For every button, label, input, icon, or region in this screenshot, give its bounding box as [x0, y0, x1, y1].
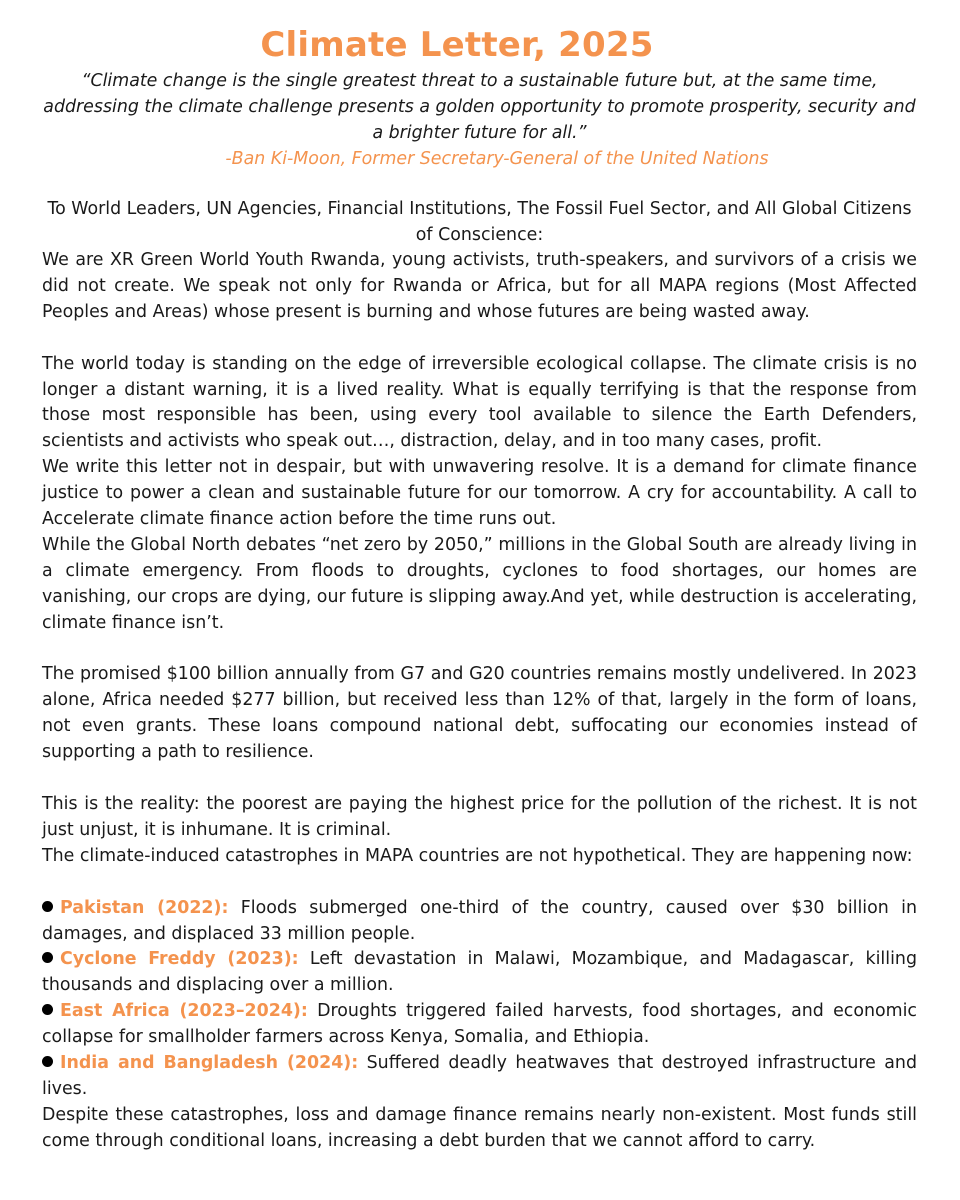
bullet-dot-icon: [42, 1056, 53, 1067]
opening-quote: “Climate change is the single greatest threat to a sustainable future but, at the same time, addressing the climate challenge presents a golden opportunity to promote prosperity, security and a brighter future for all.”: [43, 71, 916, 143]
salutation: To World Leaders, UN Agencies, Financial Institutions, The Fossil Fuel Sector, and All Global Citizens of Conscience:: [47, 199, 912, 245]
paragraph-collapse: The world today is standing on the edge of irreversible ecological collapse. The climate crisis is no longer a distant warning, it is a lived reality. What is equally terrifying is that the response from those most responsible has been, using every tool available to silence the Earth Defenders, scientists and activists who speak out…, distraction, delay, and in too many cases, profit.: [42, 353, 917, 452]
bullet-item: [42, 1051, 917, 1103]
bullet-item: [42, 947, 917, 999]
paragraph-resolve: We write this letter not in despair, but with unwavering resolve. It is a demand for climate finance justice to power a clean and sustainable future for our tomorrow. A cry for accountability. A call to Accelerate climate finance action before the time runs out.: [42, 457, 917, 530]
paragraph-closing: Despite these catastrophes, loss and damage finance remains nearly non-existent. Most funds still come through conditional loans, increasing a debt burden that we cannot afford to carry.: [42, 1104, 917, 1151]
bullet-heading: Pakistan (2022):: [60, 897, 229, 918]
bullet-text: Left devastation in Malawi, Mozambique, and Madagascar, killing thousands and displacing over a million.: [42, 949, 917, 996]
letter-title: Climate Letter, 2025: [260, 25, 654, 65]
bullet-text: Floods submerged one-third of the country, caused over $30 billion in damages, and displaced 33 million people.: [42, 897, 917, 944]
bullet-dot-icon: [42, 901, 53, 912]
paragraph-global-north: While the Global North debates “net zero by 2050,” millions in the Global South are already living in a climate emergency. From floods to droughts, cyclones to food shortages, our homes are vanishing, our crops are dying, our future is slipping away.And yet, while destruction is accelerating, climate finance isn’t.: [42, 534, 917, 633]
bullet-heading: India and Bangladesh (2024):: [60, 1053, 359, 1074]
bullet-item: [42, 896, 917, 948]
quote-attribution: -Ban Ki-Moon, Former Secretary-General of the United Nations: [225, 149, 769, 169]
bullet-text: Suffered deadly heatwaves that destroyed infrastructure and lives.: [42, 1053, 917, 1099]
paragraph-gap: [42, 766, 917, 792]
paragraph-intro: We are XR Green World Youth Rwanda, young activists, truth-speakers, and survivors of a crisis we did not create. We speak not only for Rwanda or Africa, but for all MAPA regions (Most Affected Peoples and Areas) whose present is burning and whose futures are being wasted away.: [42, 250, 917, 322]
letter-page: [42, 22, 917, 1155]
paragraph-gap: [42, 326, 917, 352]
paragraph-reality: This is the reality: the poorest are paying the highest price for the pollution of the richest. It is not just unjust, it is inhumane. It is criminal.: [42, 793, 917, 840]
paragraph-gap: [42, 637, 917, 663]
bullet-text: Droughts triggered failed harvests, food shortages, and economic collapse for smallholder farmers across Kenya, Somalia, and Ethiopia.: [42, 1001, 917, 1048]
paragraph-gap: [42, 870, 917, 896]
bullet-dot-icon: [42, 952, 53, 963]
bullet-item: [42, 999, 917, 1051]
bullet-heading: East Africa (2023–2024):: [60, 1001, 308, 1022]
paragraph-catastrophes: The climate-induced catastrophes in MAPA countries are not hypothetical. They are happening now:: [42, 845, 913, 866]
bullet-heading: Cyclone Freddy (2023):: [60, 949, 299, 970]
bullet-dot-icon: [42, 1004, 53, 1015]
paragraph-finance: The promised $100 billion annually from G7 and G20 countries remains mostly undelivered. In 2023 alone, Africa needed $277 billion, but received less than 12% of that, largely in the form of loans, not even grants. These loans compound national debt, suffocating our economies instead of supporting a path to resilience.: [42, 664, 917, 763]
